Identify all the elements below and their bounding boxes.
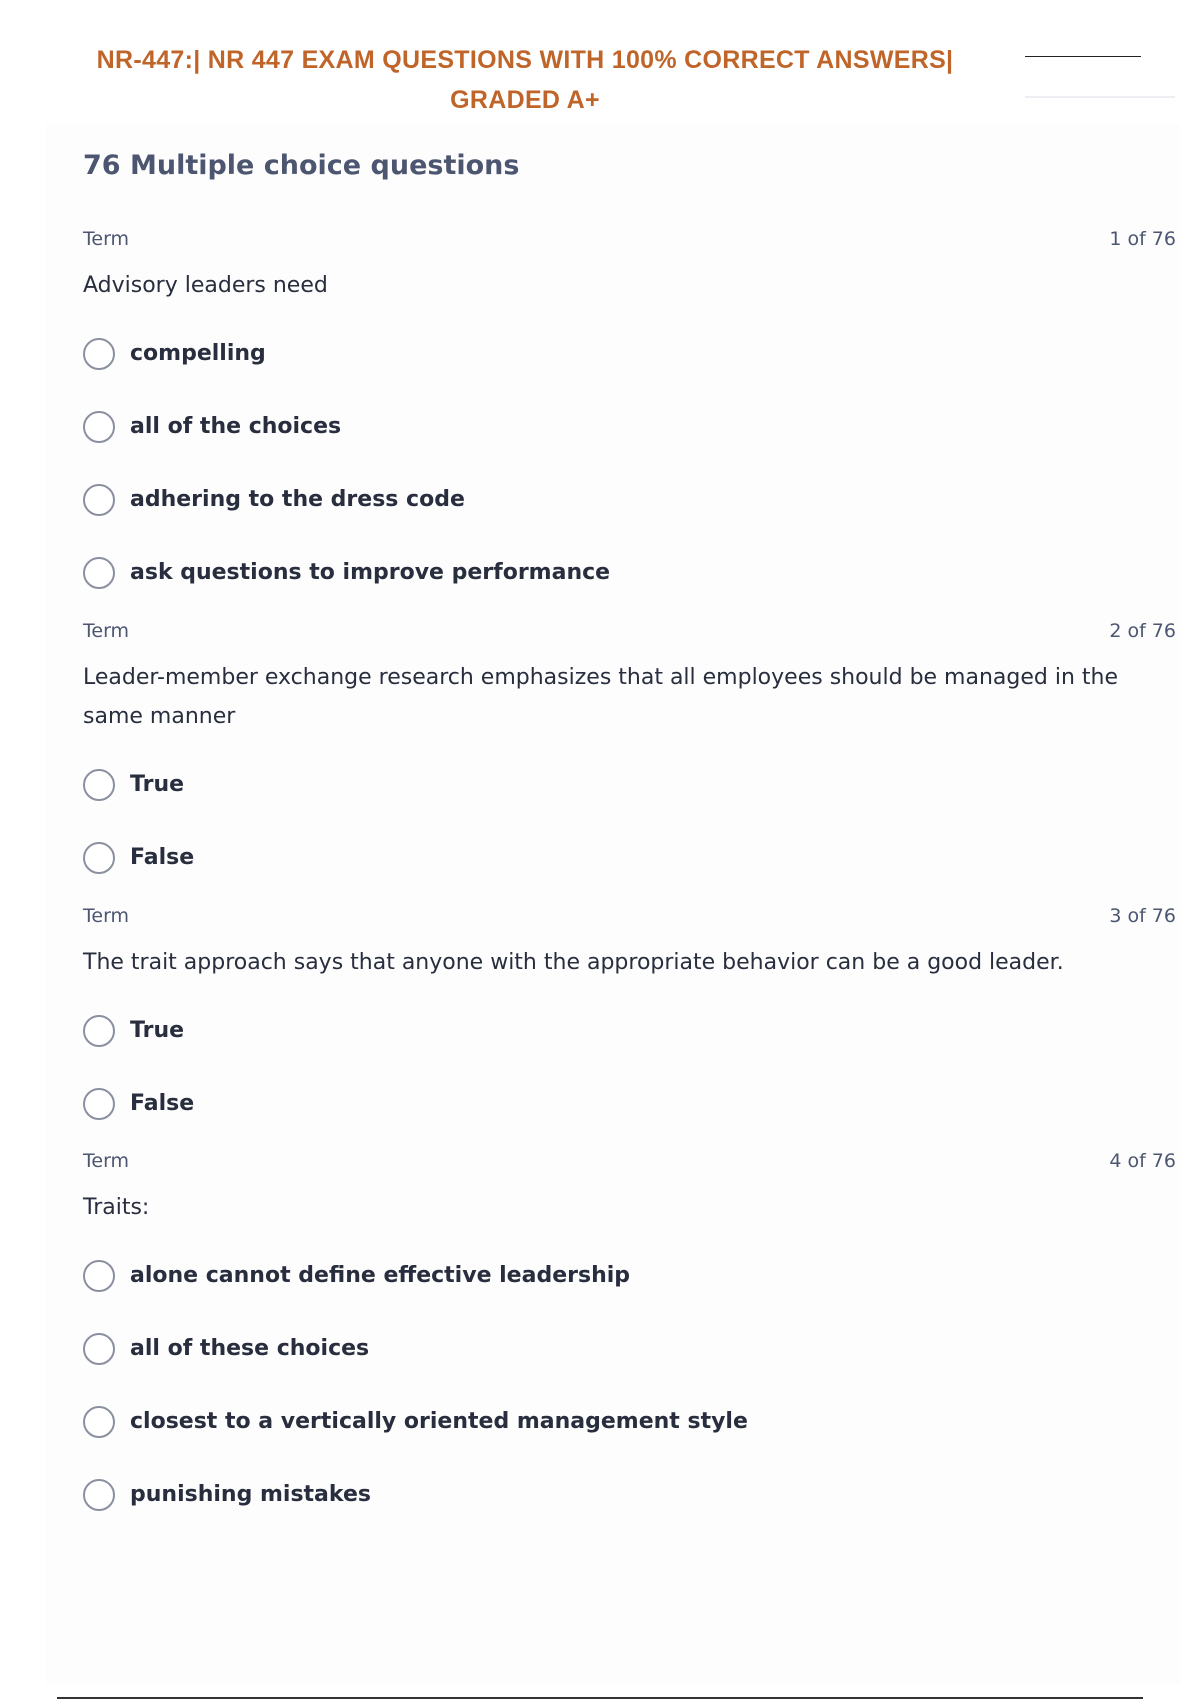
answer-option[interactable] bbox=[83, 748, 1176, 821]
answer-option[interactable] bbox=[83, 821, 1176, 894]
question-prompt: The trait approach says that anyone with the appropriate behavior can be a good leader. bbox=[83, 950, 1064, 975]
answer-option[interactable] bbox=[83, 317, 1176, 390]
answer-option[interactable] bbox=[83, 994, 1176, 1067]
answer-option-label: alone cannot define effective leadership bbox=[130, 1263, 631, 1288]
answer-option-label: all of the choices bbox=[130, 414, 342, 439]
question-card bbox=[83, 905, 1176, 1140]
title-rule bbox=[1025, 56, 1141, 57]
answer-option[interactable] bbox=[83, 1239, 1176, 1312]
question-prompt: Leader-member exchange research emphasizes that all employees should be managed in the same manner bbox=[83, 665, 1119, 729]
answer-option-label: False bbox=[130, 1091, 195, 1116]
question-counter: 2 of 76 bbox=[1109, 620, 1176, 642]
answer-options bbox=[83, 748, 1176, 894]
radio-button[interactable] bbox=[83, 842, 115, 874]
answer-option-label: ask questions to improve performance bbox=[130, 560, 611, 585]
answer-options bbox=[83, 994, 1176, 1140]
radio-button[interactable] bbox=[83, 1088, 115, 1120]
answer-option-label: True bbox=[130, 772, 185, 797]
term-label: Term bbox=[83, 620, 130, 642]
answer-option-label: adhering to the dress code bbox=[130, 487, 465, 512]
answer-option[interactable] bbox=[83, 390, 1176, 463]
term-label: Term bbox=[83, 1150, 130, 1172]
answer-options bbox=[83, 317, 1176, 609]
answer-option-label: compelling bbox=[130, 341, 266, 366]
radio-button[interactable] bbox=[83, 1479, 115, 1511]
answer-option[interactable] bbox=[83, 1312, 1176, 1385]
radio-button[interactable] bbox=[83, 1015, 115, 1047]
bottom-rule bbox=[57, 1697, 1143, 1699]
question-prompt: Traits: bbox=[83, 1195, 150, 1220]
title-rule-faint bbox=[1025, 96, 1175, 98]
term-label: Term bbox=[83, 905, 130, 927]
answer-option[interactable] bbox=[83, 536, 1176, 609]
answer-option-label: False bbox=[130, 845, 195, 870]
question-counter: 1 of 76 bbox=[1109, 228, 1176, 250]
radio-button[interactable] bbox=[83, 484, 115, 516]
answer-option[interactable] bbox=[83, 1385, 1176, 1458]
answer-options bbox=[83, 1239, 1176, 1531]
question-counter: 4 of 76 bbox=[1109, 1150, 1176, 1172]
answer-option[interactable] bbox=[83, 463, 1176, 536]
question-prompt: Advisory leaders need bbox=[83, 273, 328, 298]
section-heading: 76 Multiple choice questions bbox=[83, 150, 520, 181]
answer-option-label: closest to a vertically oriented management style bbox=[130, 1409, 748, 1434]
radio-button[interactable] bbox=[83, 338, 115, 370]
answer-option-label: True bbox=[130, 1018, 185, 1043]
question-card bbox=[83, 620, 1176, 894]
term-label: Term bbox=[83, 228, 130, 250]
radio-button[interactable] bbox=[83, 1260, 115, 1292]
radio-button[interactable] bbox=[83, 769, 115, 801]
radio-button[interactable] bbox=[83, 557, 115, 589]
answer-option-label: all of these choices bbox=[130, 1336, 370, 1361]
answer-option[interactable] bbox=[83, 1067, 1176, 1140]
document-title: NR-447:| NR 447 EXAM QUESTIONS WITH 100% CORRECT ANSWERS| GRADED A+ bbox=[96, 46, 954, 114]
answer-option[interactable] bbox=[83, 1458, 1176, 1531]
question-counter: 3 of 76 bbox=[1109, 905, 1176, 927]
radio-button[interactable] bbox=[83, 411, 115, 443]
radio-button[interactable] bbox=[83, 1406, 115, 1438]
question-card bbox=[83, 228, 1176, 609]
radio-button[interactable] bbox=[83, 1333, 115, 1365]
answer-option-label: punishing mistakes bbox=[130, 1482, 371, 1507]
question-card bbox=[83, 1150, 1176, 1531]
